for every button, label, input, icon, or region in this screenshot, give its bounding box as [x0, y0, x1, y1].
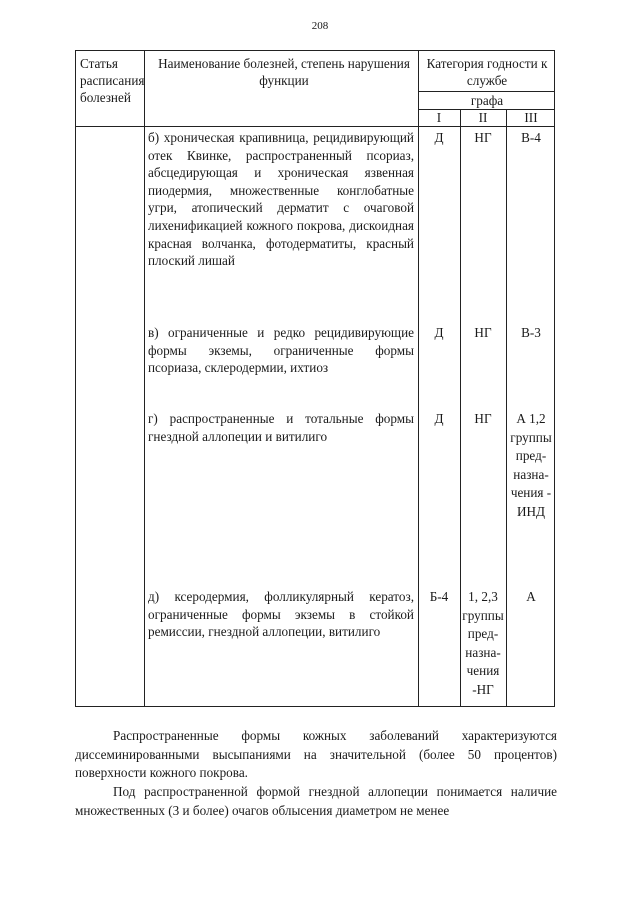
row-b-g2: НГ — [474, 130, 492, 145]
row-d-g3: А — [526, 589, 536, 604]
row-b-g3: В-4 — [521, 130, 541, 145]
row-b-text: б) хроническая крапивница, рецидивирующий отек Квинке, распространенный псориаз, абсцедирующая и хроническая язвенная пиодермия, множественные конглобатные угри, атопический дерматит с очаговой лихенификацией кожного покрова, дискоидная красная волчанка, фотодерматиты, красный плоский лишай — [148, 130, 414, 269]
header-name: Наименование болезней, степень нарушения функции — [158, 56, 410, 88]
row-g-g2: НГ — [474, 411, 492, 426]
row-d-text: д) ксеродермия, фолликулярный кератоз, ограниченные формы экземы в стойкой ремиссии, гнездной аллопеции, витилиго — [148, 589, 414, 640]
header-col-1: I — [436, 110, 442, 125]
header-grafa: графа — [470, 93, 504, 108]
row-v-text: в) ограниченные и редко рецидивирующие формы экземы, ограниченные формы псориаза, склеродермии, ихтиоз — [148, 325, 414, 376]
row-v-g1: Д — [434, 325, 444, 340]
table — [75, 50, 555, 707]
paragraph-2: Под распространенной формой гнездной аллопеции понимается наличие множественных (3 и более) очагов облысения диаметром не менее — [75, 784, 557, 818]
page-number: 208 — [311, 20, 329, 32]
row-v-g3: В-3 — [521, 325, 541, 340]
row-g-g1: Д — [434, 411, 444, 426]
row-g-text: г) распространенные и тотальные формы гнездной аллопеции и витилиго — [148, 411, 414, 444]
col-rule-4 — [506, 109, 507, 706]
header-article: Статья расписания болезней — [80, 56, 145, 105]
header-col-3: III — [524, 110, 538, 125]
paragraph-1: Распространенные формы кожных заболеваний характеризуются диссеминированными высыпаниями на значительной (более 50 процентов) поверхности кожного покрова. — [75, 728, 557, 780]
header-rule-bottom — [76, 126, 554, 127]
col-rule-1 — [144, 51, 145, 706]
col-rule-2 — [418, 51, 419, 706]
header-col-2: II — [478, 110, 488, 125]
row-v-g2: НГ — [474, 325, 492, 340]
row-b-g1: Д — [434, 130, 444, 145]
row-d-g2: 1, 2,3 группы предназначения -НГ — [462, 589, 504, 697]
header-category: Категория годности к службе — [426, 56, 548, 88]
row-d-g1: Б-4 — [429, 589, 449, 604]
row-g-g3: А 1,2 группы предназначения - ИНД — [510, 411, 552, 519]
